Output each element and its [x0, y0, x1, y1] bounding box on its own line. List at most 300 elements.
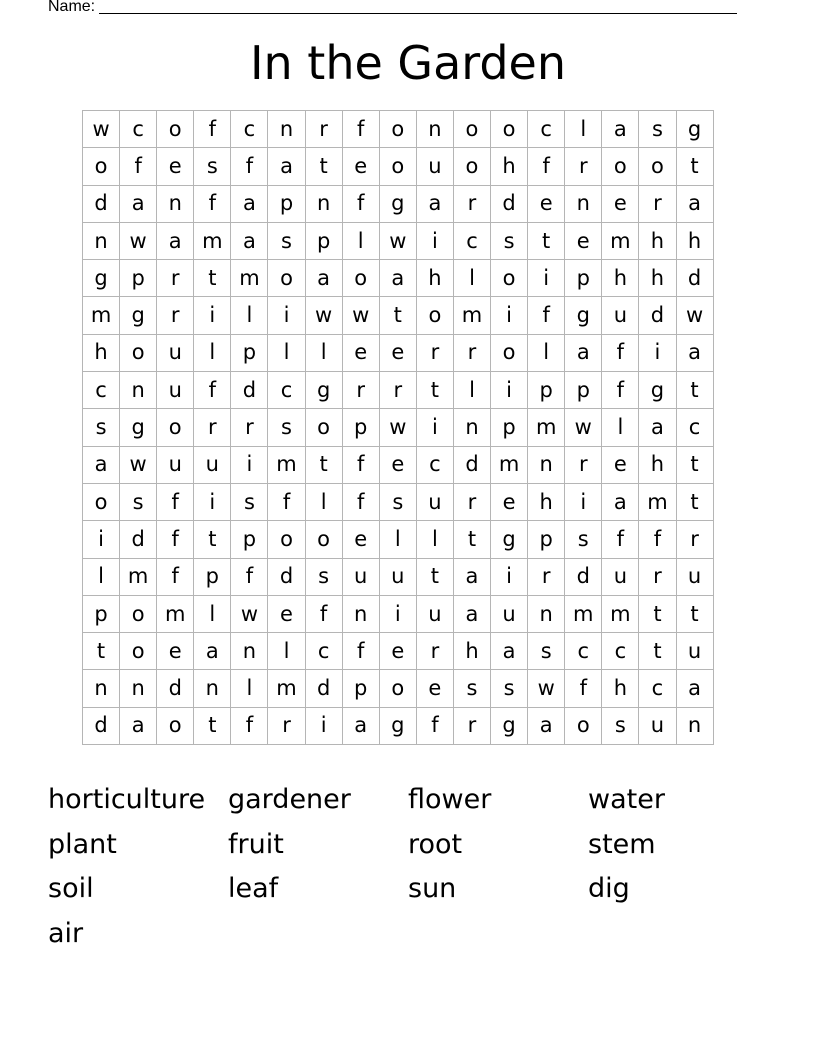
- grid-cell: d: [565, 558, 602, 595]
- grid-cell: r: [676, 521, 713, 558]
- grid-cell: n: [268, 111, 305, 148]
- grid-cell: e: [602, 446, 639, 483]
- grid-cell: c: [416, 446, 453, 483]
- grid-cell: u: [676, 633, 713, 670]
- grid-cell: l: [231, 297, 268, 334]
- grid-cell: h: [491, 148, 528, 185]
- grid-cell: g: [491, 521, 528, 558]
- word-bank-item: gardener: [228, 784, 351, 815]
- grid-cell: u: [157, 334, 194, 371]
- grid-cell: a: [231, 222, 268, 259]
- grid-cell: n: [453, 409, 490, 446]
- grid-cell: e: [342, 521, 379, 558]
- grid-cell: r: [453, 483, 490, 520]
- grid-cell: a: [268, 148, 305, 185]
- grid-cell: s: [602, 707, 639, 744]
- grid-cell: f: [157, 558, 194, 595]
- grid-cell: a: [194, 633, 231, 670]
- grid-cell: p: [83, 595, 120, 632]
- grid-cell: f: [342, 185, 379, 222]
- grid-cell: r: [639, 558, 676, 595]
- grid-cell: f: [602, 521, 639, 558]
- grid-cell: a: [342, 707, 379, 744]
- grid-cell: o: [342, 260, 379, 297]
- grid-cell: r: [565, 446, 602, 483]
- grid-cell: p: [120, 260, 157, 297]
- grid-cell: u: [157, 446, 194, 483]
- grid-cell: f: [602, 372, 639, 409]
- grid-cell: n: [83, 670, 120, 707]
- name-field: [48, 0, 737, 17]
- grid-cell: n: [120, 670, 157, 707]
- grid-cell: f: [342, 633, 379, 670]
- grid-row: [83, 222, 714, 259]
- grid-cell: p: [342, 409, 379, 446]
- grid-cell: m: [602, 222, 639, 259]
- grid-cell: l: [194, 595, 231, 632]
- grid-cell: i: [491, 372, 528, 409]
- word-bank-item: plant: [48, 828, 117, 860]
- grid-cell: l: [602, 409, 639, 446]
- grid-cell: w: [342, 297, 379, 334]
- grid-cell: f: [231, 148, 268, 185]
- grid-cell: h: [602, 260, 639, 297]
- grid-cell: m: [194, 222, 231, 259]
- grid-row: [83, 409, 714, 446]
- grid-cell: p: [268, 185, 305, 222]
- grid-row: [83, 670, 714, 707]
- grid-cell: l: [416, 521, 453, 558]
- grid-cell: r: [194, 409, 231, 446]
- grid-cell: r: [157, 260, 194, 297]
- grid-cell: n: [528, 595, 565, 632]
- grid-cell: w: [676, 297, 713, 334]
- grid-row: [83, 558, 714, 595]
- grid-cell: d: [453, 446, 490, 483]
- grid-cell: s: [639, 111, 676, 148]
- grid-cell: h: [639, 222, 676, 259]
- grid-cell: f: [231, 558, 268, 595]
- grid-cell: a: [120, 185, 157, 222]
- grid-cell: r: [528, 558, 565, 595]
- grid-cell: c: [639, 670, 676, 707]
- grid-cell: m: [268, 670, 305, 707]
- grid-cell: a: [83, 446, 120, 483]
- grid-cell: o: [120, 633, 157, 670]
- grid-cell: i: [639, 334, 676, 371]
- grid-cell: g: [120, 297, 157, 334]
- grid-cell: d: [305, 670, 342, 707]
- grid-cell: o: [491, 111, 528, 148]
- grid-cell: s: [120, 483, 157, 520]
- word-bank: [48, 778, 768, 956]
- grid-cell: a: [491, 633, 528, 670]
- grid-cell: e: [565, 222, 602, 259]
- grid-cell: h: [83, 334, 120, 371]
- grid-cell: m: [491, 446, 528, 483]
- grid-cell: r: [268, 707, 305, 744]
- grid-cell: f: [342, 483, 379, 520]
- grid-cell: g: [676, 111, 713, 148]
- grid-cell: s: [453, 670, 490, 707]
- grid-cell: u: [602, 297, 639, 334]
- grid-cell: r: [416, 334, 453, 371]
- grid-cell: o: [157, 409, 194, 446]
- grid-cell: l: [453, 372, 490, 409]
- grid-cell: t: [83, 633, 120, 670]
- page-title: In the Garden: [249, 36, 567, 90]
- grid-cell: u: [342, 558, 379, 595]
- grid-cell: o: [565, 707, 602, 744]
- grid-row: [83, 446, 714, 483]
- grid-cell: i: [194, 297, 231, 334]
- grid-cell: e: [379, 446, 416, 483]
- grid-cell: d: [268, 558, 305, 595]
- grid-cell: r: [453, 334, 490, 371]
- grid-row: [83, 185, 714, 222]
- grid-cell: c: [453, 222, 490, 259]
- grid-cell: f: [342, 446, 379, 483]
- grid-cell: n: [565, 185, 602, 222]
- grid-cell: p: [491, 409, 528, 446]
- grid-cell: i: [416, 409, 453, 446]
- grid-cell: o: [491, 334, 528, 371]
- grid-cell: a: [416, 185, 453, 222]
- grid-cell: c: [676, 409, 713, 446]
- word-bank-item: air: [48, 917, 84, 949]
- grid-cell: a: [602, 483, 639, 520]
- grid-cell: i: [528, 260, 565, 297]
- grid-cell: d: [83, 707, 120, 744]
- grid-cell: r: [565, 148, 602, 185]
- grid-cell: o: [416, 297, 453, 334]
- grid-cell: n: [231, 633, 268, 670]
- grid-cell: a: [639, 409, 676, 446]
- grid-cell: a: [676, 670, 713, 707]
- grid-cell: e: [268, 595, 305, 632]
- grid-cell: s: [268, 409, 305, 446]
- grid-row: [83, 483, 714, 520]
- grid-cell: o: [305, 521, 342, 558]
- grid-cell: e: [157, 148, 194, 185]
- grid-cell: i: [416, 222, 453, 259]
- grid-cell: s: [565, 521, 602, 558]
- grid-cell: a: [120, 707, 157, 744]
- grid-cell: l: [268, 633, 305, 670]
- grid-cell: a: [379, 260, 416, 297]
- grid-cell: g: [491, 707, 528, 744]
- grid-cell: t: [305, 148, 342, 185]
- grid-cell: p: [528, 521, 565, 558]
- grid-cell: l: [379, 521, 416, 558]
- grid-cell: l: [342, 222, 379, 259]
- grid-cell: p: [528, 372, 565, 409]
- grid-cell: l: [83, 558, 120, 595]
- grid-cell: s: [491, 670, 528, 707]
- grid-cell: f: [194, 185, 231, 222]
- grid-cell: c: [305, 633, 342, 670]
- grid-cell: d: [231, 372, 268, 409]
- grid-cell: f: [342, 111, 379, 148]
- grid-cell: o: [379, 148, 416, 185]
- grid-cell: f: [157, 483, 194, 520]
- grid-cell: l: [305, 334, 342, 371]
- grid-cell: a: [676, 334, 713, 371]
- grid-cell: t: [676, 483, 713, 520]
- grid-cell: g: [120, 409, 157, 446]
- grid-cell: i: [305, 707, 342, 744]
- grid-cell: m: [565, 595, 602, 632]
- grid-cell: o: [120, 334, 157, 371]
- grid-cell: h: [639, 446, 676, 483]
- grid-cell: u: [416, 595, 453, 632]
- grid-cell: h: [639, 260, 676, 297]
- grid-cell: f: [157, 521, 194, 558]
- grid-cell: e: [602, 185, 639, 222]
- grid-cell: p: [194, 558, 231, 595]
- grid-cell: d: [639, 297, 676, 334]
- grid-cell: e: [416, 670, 453, 707]
- grid-cell: p: [342, 670, 379, 707]
- grid-cell: f: [194, 372, 231, 409]
- grid-cell: e: [157, 633, 194, 670]
- grid-cell: g: [639, 372, 676, 409]
- grid-row: [83, 707, 714, 744]
- name-underline: [99, 12, 737, 14]
- grid-cell: o: [639, 148, 676, 185]
- grid-cell: e: [528, 185, 565, 222]
- grid-row: [83, 334, 714, 371]
- grid-row: [83, 595, 714, 632]
- grid-cell: l: [453, 260, 490, 297]
- grid-cell: m: [528, 409, 565, 446]
- grid-cell: o: [453, 148, 490, 185]
- grid-cell: u: [491, 595, 528, 632]
- grid-cell: i: [194, 483, 231, 520]
- grid-cell: u: [416, 483, 453, 520]
- grid-cell: r: [305, 111, 342, 148]
- grid-cell: n: [120, 372, 157, 409]
- grid-cell: f: [120, 148, 157, 185]
- grid-cell: t: [676, 372, 713, 409]
- grid-cell: r: [453, 707, 490, 744]
- grid-cell: s: [83, 409, 120, 446]
- grid-cell: t: [305, 446, 342, 483]
- grid-cell: t: [676, 148, 713, 185]
- grid-cell: w: [231, 595, 268, 632]
- grid-cell: u: [379, 558, 416, 595]
- grid-cell: s: [231, 483, 268, 520]
- grid-cell: o: [157, 707, 194, 744]
- grid-cell: p: [231, 521, 268, 558]
- grid-cell: p: [231, 334, 268, 371]
- grid-cell: o: [120, 595, 157, 632]
- grid-cell: t: [639, 633, 676, 670]
- grid-row: [83, 297, 714, 334]
- grid-cell: c: [602, 633, 639, 670]
- grid-cell: m: [157, 595, 194, 632]
- grid-cell: l: [231, 670, 268, 707]
- grid-cell: o: [305, 409, 342, 446]
- grid-cell: p: [305, 222, 342, 259]
- grid-cell: n: [305, 185, 342, 222]
- grid-cell: o: [379, 111, 416, 148]
- grid-cell: h: [602, 670, 639, 707]
- grid-cell: u: [416, 148, 453, 185]
- grid-row: [83, 372, 714, 409]
- grid-cell: w: [120, 222, 157, 259]
- word-bank-item: dig: [588, 873, 630, 905]
- grid-cell: o: [83, 483, 120, 520]
- grid-cell: e: [342, 334, 379, 371]
- grid-cell: m: [231, 260, 268, 297]
- grid-cell: l: [268, 334, 305, 371]
- grid-cell: f: [268, 483, 305, 520]
- grid-cell: w: [83, 111, 120, 148]
- grid-cell: a: [157, 222, 194, 259]
- grid-cell: o: [491, 260, 528, 297]
- grid-row: [83, 111, 714, 148]
- grid-cell: f: [528, 297, 565, 334]
- grid-cell: h: [528, 483, 565, 520]
- grid-cell: t: [194, 707, 231, 744]
- grid-cell: w: [120, 446, 157, 483]
- grid-cell: u: [157, 372, 194, 409]
- grid-cell: m: [83, 297, 120, 334]
- grid-cell: e: [379, 334, 416, 371]
- grid-cell: f: [416, 707, 453, 744]
- word-bank-item: water: [588, 784, 665, 815]
- grid-cell: t: [416, 372, 453, 409]
- word-bank-item: leaf: [228, 873, 279, 905]
- grid-cell: f: [231, 707, 268, 744]
- grid-cell: c: [120, 111, 157, 148]
- grid-cell: d: [676, 260, 713, 297]
- grid-cell: g: [379, 185, 416, 222]
- grid-cell: t: [416, 558, 453, 595]
- grid-cell: a: [231, 185, 268, 222]
- grid-cell: i: [491, 558, 528, 595]
- grid-cell: r: [639, 185, 676, 222]
- grid-cell: o: [268, 521, 305, 558]
- grid-cell: i: [231, 446, 268, 483]
- grid-cell: r: [231, 409, 268, 446]
- grid-row: [83, 148, 714, 185]
- grid-cell: n: [528, 446, 565, 483]
- grid-cell: m: [120, 558, 157, 595]
- grid-cell: g: [379, 707, 416, 744]
- grid-cell: c: [565, 633, 602, 670]
- grid-cell: m: [602, 595, 639, 632]
- grid-row: [83, 521, 714, 558]
- grid-cell: f: [565, 670, 602, 707]
- grid-cell: i: [268, 297, 305, 334]
- grid-cell: e: [491, 483, 528, 520]
- grid-cell: e: [379, 633, 416, 670]
- grid-cell: f: [194, 111, 231, 148]
- grid-cell: u: [194, 446, 231, 483]
- grid-cell: m: [453, 297, 490, 334]
- grid-cell: u: [602, 558, 639, 595]
- grid-cell: s: [305, 558, 342, 595]
- grid-cell: l: [194, 334, 231, 371]
- word-bank-item: fruit: [228, 828, 284, 860]
- grid-cell: w: [565, 409, 602, 446]
- grid-cell: a: [602, 111, 639, 148]
- grid-cell: a: [305, 260, 342, 297]
- grid-cell: c: [231, 111, 268, 148]
- word-bank-item: soil: [48, 873, 94, 905]
- grid-cell: a: [565, 334, 602, 371]
- word-bank-item: horticulture: [48, 784, 206, 815]
- grid-cell: f: [639, 521, 676, 558]
- grid-cell: h: [453, 633, 490, 670]
- grid-cell: w: [379, 409, 416, 446]
- grid-cell: u: [639, 707, 676, 744]
- grid-cell: w: [379, 222, 416, 259]
- grid-cell: t: [528, 222, 565, 259]
- grid-cell: o: [83, 148, 120, 185]
- grid-cell: c: [268, 372, 305, 409]
- grid-cell: i: [83, 521, 120, 558]
- grid-cell: w: [305, 297, 342, 334]
- grid-cell: f: [528, 148, 565, 185]
- grid-row: [83, 260, 714, 297]
- grid-cell: s: [268, 222, 305, 259]
- grid-cell: a: [453, 595, 490, 632]
- grid-cell: c: [83, 372, 120, 409]
- grid-cell: r: [379, 372, 416, 409]
- word-bank-item: stem: [588, 828, 656, 860]
- grid-cell: i: [565, 483, 602, 520]
- grid-cell: m: [268, 446, 305, 483]
- grid-cell: r: [416, 633, 453, 670]
- grid-cell: r: [157, 297, 194, 334]
- grid-cell: t: [676, 595, 713, 632]
- grid-cell: f: [602, 334, 639, 371]
- grid-cell: a: [528, 707, 565, 744]
- word-bank-item: flower: [408, 784, 492, 815]
- grid-cell: p: [565, 372, 602, 409]
- grid-cell: g: [83, 260, 120, 297]
- word-search-grid: [82, 110, 714, 745]
- grid-cell: l: [305, 483, 342, 520]
- grid-cell: l: [528, 334, 565, 371]
- grid-cell: t: [194, 521, 231, 558]
- grid-cell: d: [491, 185, 528, 222]
- grid-cell: t: [639, 595, 676, 632]
- grid-cell: c: [528, 111, 565, 148]
- grid-cell: t: [453, 521, 490, 558]
- grid-cell: t: [379, 297, 416, 334]
- grid-cell: n: [83, 222, 120, 259]
- grid-cell: o: [268, 260, 305, 297]
- grid-row: [83, 633, 714, 670]
- grid-cell: r: [453, 185, 490, 222]
- grid-cell: o: [453, 111, 490, 148]
- grid-cell: t: [194, 260, 231, 297]
- grid-cell: d: [120, 521, 157, 558]
- grid-cell: s: [194, 148, 231, 185]
- grid-cell: o: [602, 148, 639, 185]
- grid-cell: o: [379, 670, 416, 707]
- grid-cell: u: [676, 558, 713, 595]
- grid-cell: g: [305, 372, 342, 409]
- grid-cell: l: [565, 111, 602, 148]
- grid-cell: w: [528, 670, 565, 707]
- word-bank-item: root: [408, 828, 463, 860]
- word-bank-item: sun: [408, 873, 457, 905]
